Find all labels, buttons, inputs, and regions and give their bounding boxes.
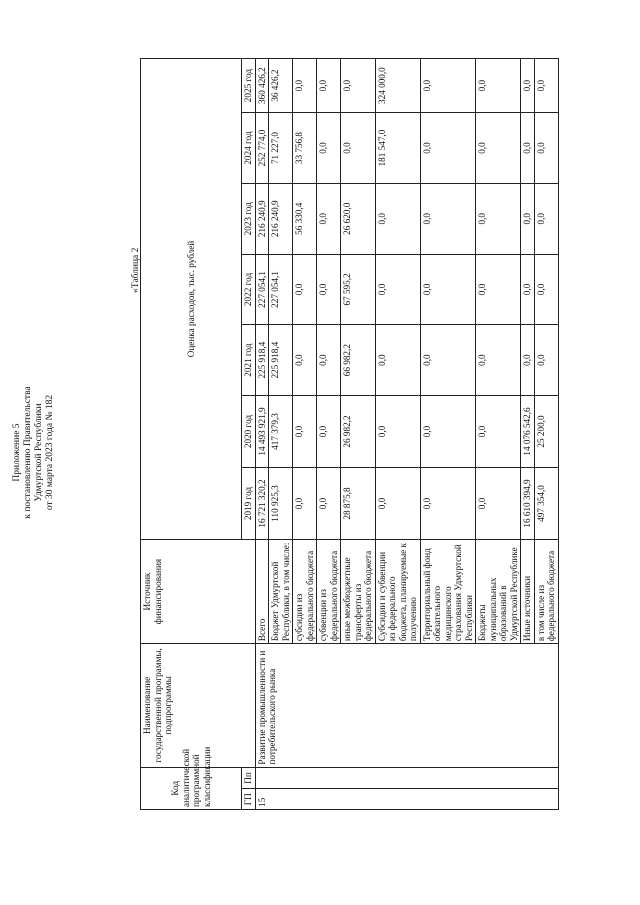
value-cell: 0,0 [521, 325, 535, 396]
value-cell: 324 000,0 [375, 59, 420, 113]
value-cell: 26 982,2 [341, 396, 376, 468]
value-cell: 0,0 [420, 325, 476, 396]
value-cell: 360 426,2 [255, 59, 269, 113]
value-cell: 110 925,3 [269, 468, 293, 540]
program-name-cell: Развитие промышленности и потребительского рынка [255, 644, 558, 767]
value-cell: 0,0 [521, 183, 535, 254]
value-cell: 0,0 [476, 183, 521, 254]
header-year: 2025 год [242, 59, 256, 113]
source-cell: субсидии из федерального бюджета [293, 540, 317, 644]
source-cell: Территориальный фонд обязательного медицинского страхования Удмуртской Республики [420, 540, 476, 644]
value-cell: 36 426,2 [269, 59, 293, 113]
value-cell: 0,0 [317, 59, 341, 113]
header-year: 2024 год [242, 113, 256, 184]
source-cell: в том числе из федерального бюджета [534, 540, 558, 644]
value-cell: 0,0 [317, 183, 341, 254]
value-cell: 28 875,8 [341, 468, 376, 540]
value-cell: 252 774,0 [255, 113, 269, 184]
value-cell: 227 054,1 [255, 254, 269, 325]
source-cell: Всего [255, 540, 269, 644]
value-cell: 0,0 [420, 254, 476, 325]
header-year: 2022 год [242, 254, 256, 325]
source-cell: субвенции из федерального бюджета [317, 540, 341, 644]
header-pp: Пп [242, 767, 256, 789]
value-cell: 0,0 [534, 59, 558, 113]
value-cell: 0,0 [521, 254, 535, 325]
source-cell: Бюджеты муниципальных образований в Удмуртской Республике [476, 540, 521, 644]
header-year: 2020 год [242, 396, 256, 468]
source-cell: Иные источники [521, 540, 535, 644]
value-cell: 0,0 [420, 468, 476, 540]
value-cell: 26 620,0 [341, 183, 376, 254]
value-cell: 216 240,9 [269, 183, 293, 254]
value-cell: 14 076 542,6 [521, 396, 535, 468]
value-cell: 417 379,3 [269, 396, 293, 468]
value-cell: 497 354,0 [534, 468, 558, 540]
value-cell: 0,0 [476, 59, 521, 113]
value-cell: 0,0 [317, 396, 341, 468]
value-cell: 0,0 [317, 254, 341, 325]
value-cell: 0,0 [420, 396, 476, 468]
value-cell: 227 054,1 [269, 254, 293, 325]
header-year: 2021 год [242, 325, 256, 396]
header-code: Код аналитической программной классификации [141, 767, 242, 809]
value-cell: 0,0 [476, 113, 521, 184]
value-cell: 66 982,2 [341, 325, 376, 396]
expenditure-table [140, 58, 559, 810]
value-cell: 216 240,9 [255, 183, 269, 254]
header-gp: ГП [242, 789, 256, 810]
value-cell: 0,0 [476, 325, 521, 396]
value-cell: 0,0 [317, 468, 341, 540]
value-cell: 0,0 [341, 59, 376, 113]
value-cell: 16 721 320,2 [255, 468, 269, 540]
value-cell: 0,0 [476, 396, 521, 468]
value-cell: 181 547,0 [375, 113, 420, 184]
value-cell: 0,0 [534, 113, 558, 184]
value-cell: 225 918,4 [269, 325, 293, 396]
table-body [255, 59, 558, 810]
value-cell: 0,0 [293, 59, 317, 113]
value-cell: 0,0 [293, 468, 317, 540]
gp-code-cell: 15 [255, 789, 558, 810]
government-name: Удмуртской Республики [34, 403, 44, 502]
header-row-1 [141, 59, 242, 810]
value-cell: 0,0 [317, 325, 341, 396]
value-cell: 0,0 [293, 396, 317, 468]
value-cell: 0,0 [420, 183, 476, 254]
value-cell: 0,0 [293, 254, 317, 325]
header-source: Источник финансирования [141, 540, 256, 644]
value-cell: 16 610 394,9 [521, 468, 535, 540]
source-cell: Субсидии и субвенции из федерального бюджета, планируемые к получению [375, 540, 420, 644]
value-cell: 0,0 [534, 254, 558, 325]
value-cell: 0,0 [375, 468, 420, 540]
pp-code-cell [255, 767, 558, 789]
value-cell: 0,0 [341, 113, 376, 184]
source-cell: иные межбюджетные трансферты из федерального бюджета [341, 540, 376, 644]
value-cell: 0,0 [317, 113, 341, 184]
decree-reference: к постановлению Правительства [23, 386, 33, 519]
value-cell: 67 595,2 [341, 254, 376, 325]
value-cell: 0,0 [534, 183, 558, 254]
source-cell: Бюджет Удмуртской Республики, в том числе: [269, 540, 293, 644]
value-cell: 0,0 [476, 254, 521, 325]
value-cell: 0,0 [420, 59, 476, 113]
table-caption: «Таблица 2 [131, 247, 141, 293]
value-cell: 33 756,8 [293, 113, 317, 184]
value-cell: 14 493 921,9 [255, 396, 269, 468]
value-cell: 0,0 [420, 113, 476, 184]
header-year: 2019 год [242, 468, 256, 540]
value-cell: 0,0 [534, 325, 558, 396]
header-estimate: Оценка расходов, тыс. рублей [141, 59, 242, 540]
value-cell: 0,0 [375, 325, 420, 396]
value-cell: 225 918,4 [255, 325, 269, 396]
appendix-number: Приложение 5 [12, 423, 22, 482]
value-cell: 0,0 [375, 183, 420, 254]
value-cell: 0,0 [521, 113, 535, 184]
value-cell: 56 330,4 [293, 183, 317, 254]
value-cell: 0,0 [375, 396, 420, 468]
value-cell: 0,0 [476, 468, 521, 540]
decree-date: от 30 марта 2023 года № 182 [45, 394, 55, 511]
table-row [255, 59, 269, 810]
header-year: 2023 год [242, 183, 256, 254]
value-cell: 25 200,0 [534, 396, 558, 468]
value-cell: 0,0 [375, 254, 420, 325]
value-cell: 71 227,0 [269, 113, 293, 184]
header-name: Наименование государственной программы, подпрограммы [141, 644, 256, 767]
value-cell: 0,0 [293, 325, 317, 396]
value-cell: 0,0 [521, 59, 535, 113]
